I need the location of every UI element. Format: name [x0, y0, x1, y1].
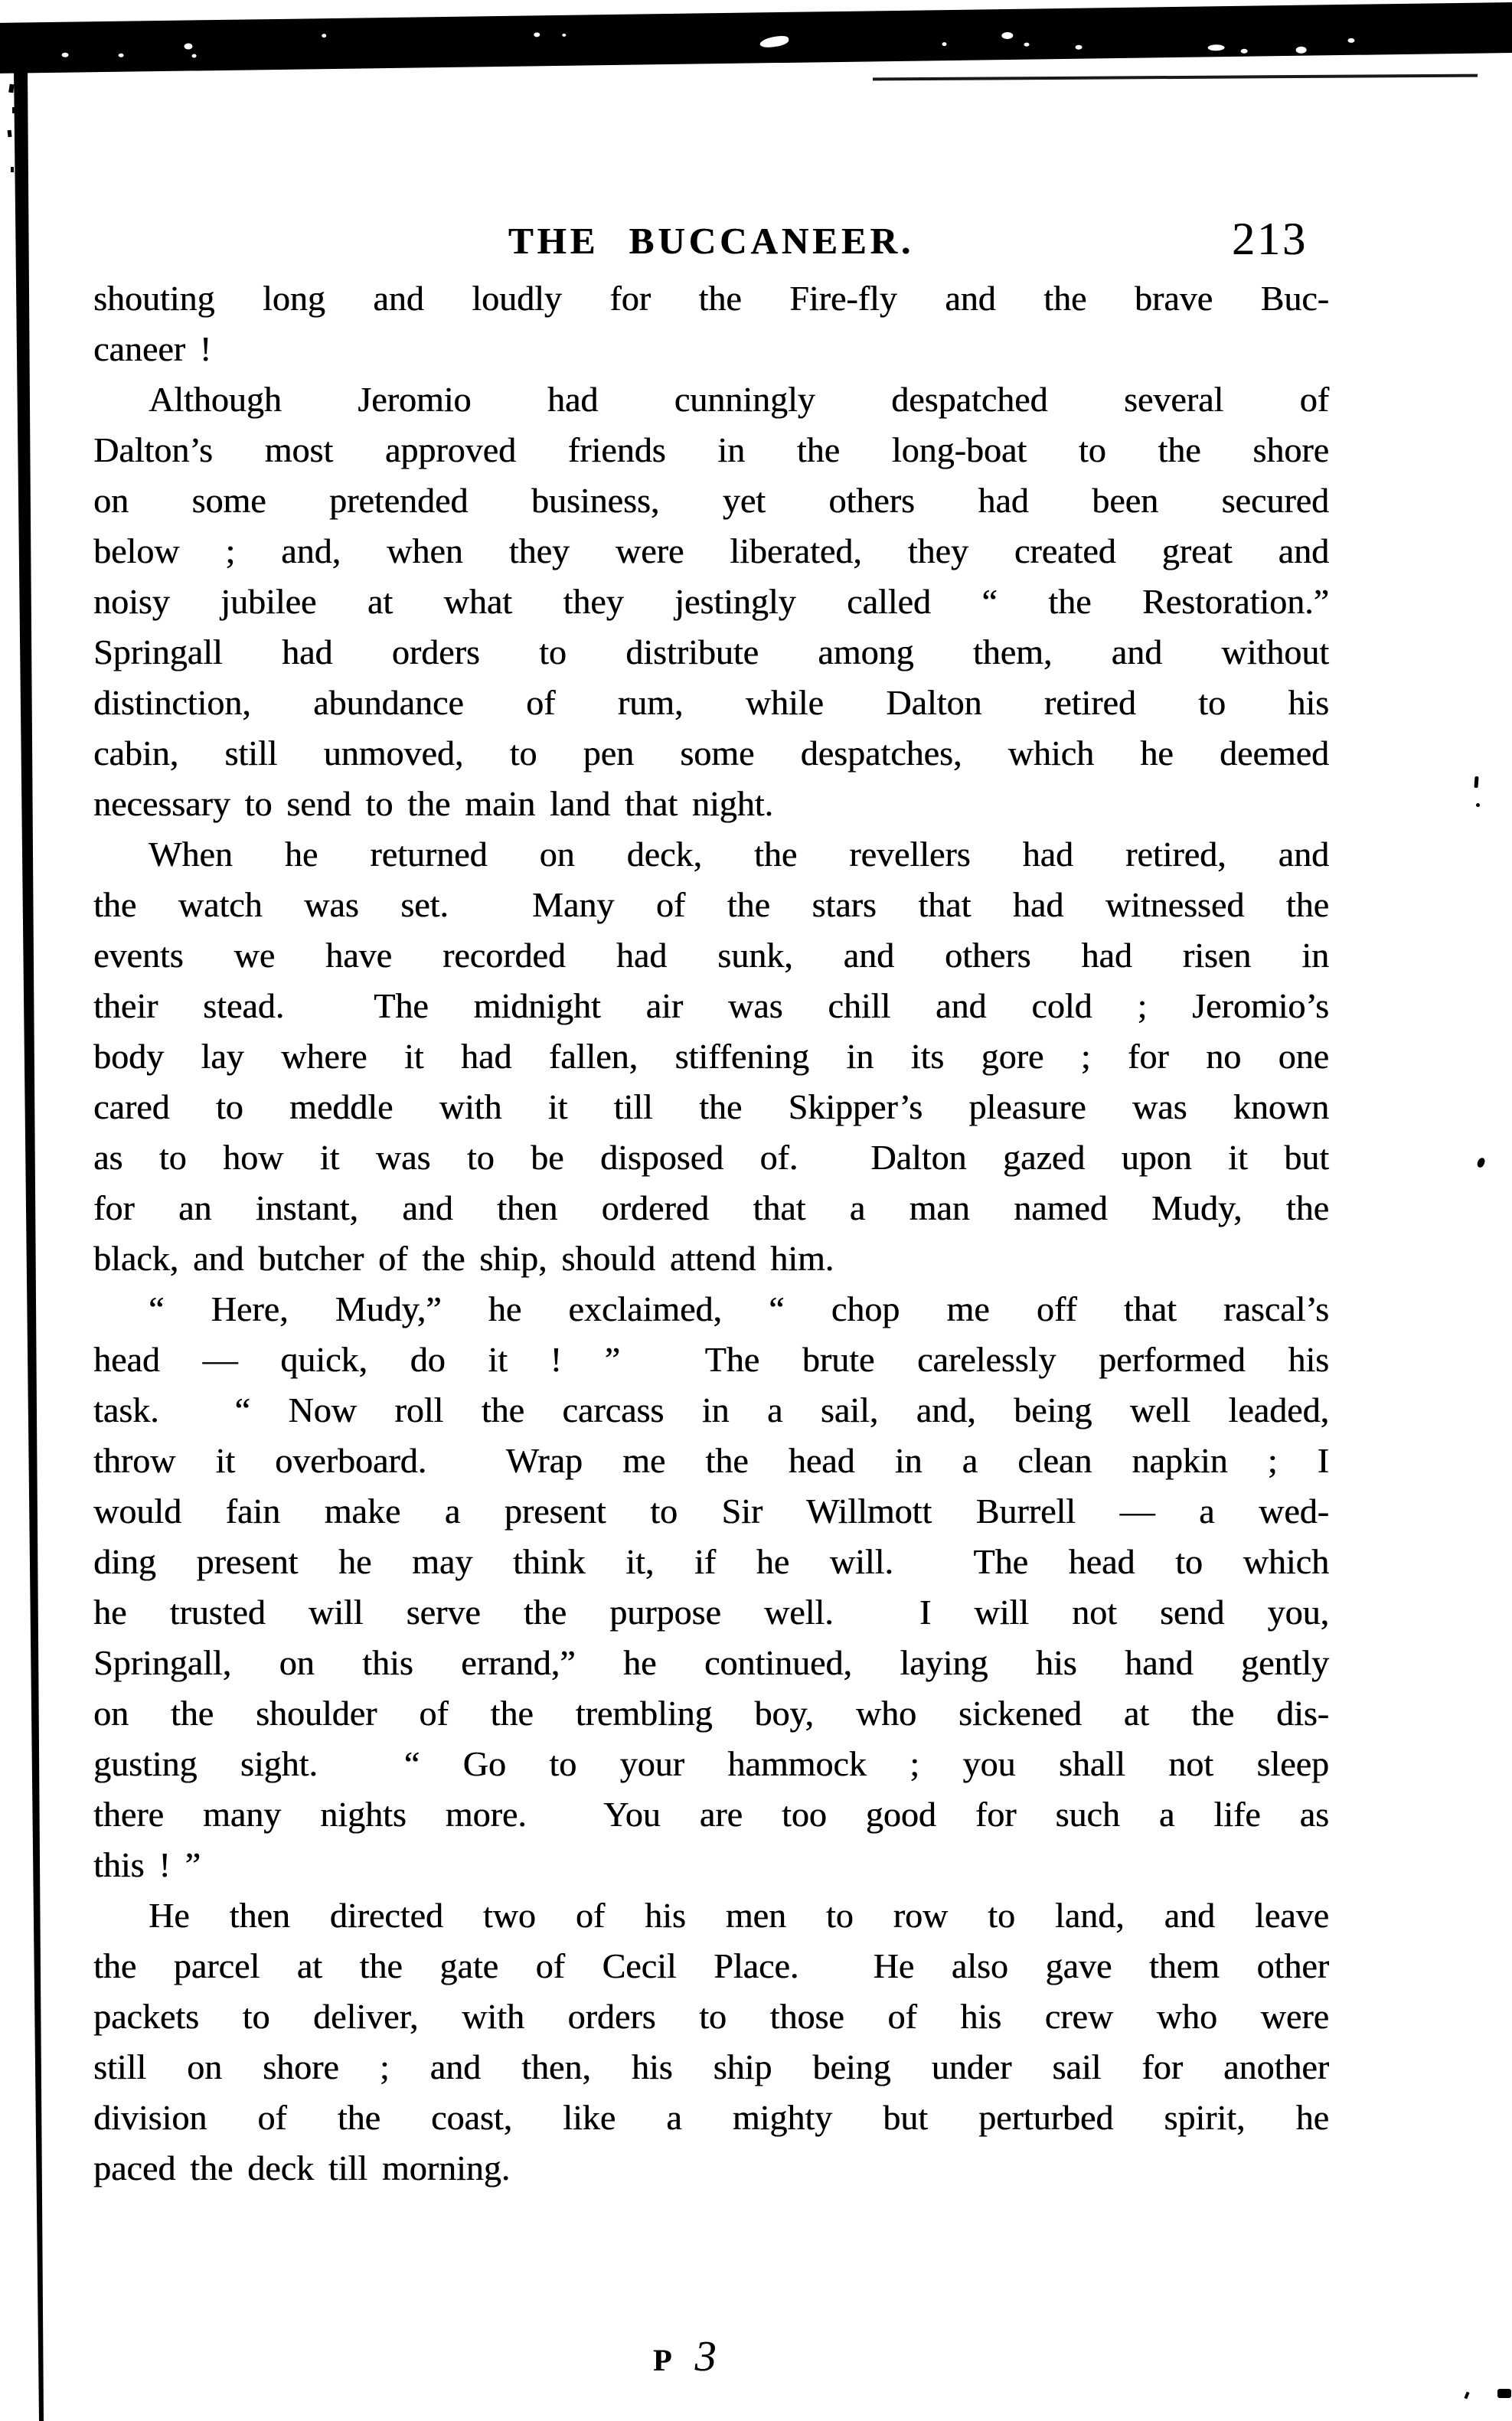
text-line: body lay where it had fallen, stiffening in its gore ; for no one: [93, 1037, 1329, 1076]
text-line: Dalton’s most approved friends in the long-boat to the shore: [93, 430, 1329, 469]
scan-artifact-tick: [1474, 776, 1478, 788]
text-line: would fain make a present to Sir Willmott Burrell — a wed-: [93, 1491, 1329, 1531]
scan-artifact-bottom-tick: [1464, 2392, 1469, 2400]
text-line: on some pretended business, yet others had been secured: [93, 481, 1329, 520]
text-line: packets to deliver, with orders to those of his crew who were: [93, 1997, 1329, 2036]
text-line: cabin, still unmoved, to pen some despatches, which he deemed: [93, 733, 1329, 773]
text-line: Springall, on this errand,” he continued, laying his hand gently: [93, 1643, 1329, 1682]
text-line: throw it overboard. Wrap me the head in a clean napkin ; I: [93, 1441, 1329, 1480]
text-line: gusting sight. “ Go to your hammock ; you shall not sleep: [93, 1744, 1329, 1783]
scan-artifact-comma: [1477, 1157, 1486, 1168]
scan-artifact-streak: [873, 74, 1478, 81]
text-line: still on shore ; and then, his ship being under sail for another: [93, 2047, 1329, 2086]
signature-number: 3: [694, 2333, 717, 2380]
text-line: Springall had orders to distribute among them, and without: [93, 632, 1329, 671]
text-line: black, and butcher of the ship, should attend him.: [93, 1239, 834, 1278]
signature-mark: [653, 2332, 716, 2381]
page-number: 213: [1232, 214, 1308, 264]
text-line: this ! ”: [93, 1845, 201, 1884]
page-text: [93, 273, 1329, 2194]
text-line: their stead. The midnight air was chill and cold ; Jeromio’s: [93, 986, 1329, 1025]
text-line: events we have recorded had sunk, and others had risen in: [93, 936, 1329, 975]
scan-artifact-top-band: [0, 2, 1512, 74]
text-line: division of the coast, like a mighty but perturbed spirit, he: [93, 2098, 1329, 2137]
text-line: task. “ Now roll the carcass in a sail, and, being well leaded,: [93, 1390, 1329, 1429]
text-line: below ; and, when they were liberated, they created great and: [93, 531, 1329, 570]
text-line: on the shoulder of the trembling boy, who sickened at the dis-: [93, 1694, 1329, 1733]
text-line: he trusted will serve the purpose well. I will not send you,: [93, 1593, 1329, 1632]
text-line: the parcel at the gate of Cecil Place. He also gave them other: [93, 1946, 1329, 1985]
page-header: [93, 214, 1329, 273]
text-line: cared to meddle with it till the Skipper’s pleasure was known: [93, 1087, 1329, 1126]
text-line: shouting long and loudly for the Fire-fly and the brave Buc-: [93, 279, 1329, 318]
text-line: for an instant, and then ordered that a man named Mudy, the: [93, 1188, 1329, 1227]
scan-artifact-left-edge: [0, 0, 61, 2421]
text-line: “ Here, Mudy,” he exclaimed, “ chop me off that rascal’s: [149, 1289, 1329, 1328]
scan-artifact-corner-blob: [1497, 2389, 1511, 2398]
text-line: noisy jubilee at what they jestingly called “ the Restoration.”: [93, 582, 1329, 621]
text-line: there many nights more. You are too good for such a life as: [93, 1795, 1329, 1834]
text-line: the watch was set. Many of the stars that had witnessed the: [93, 885, 1329, 924]
text-line: When he returned on deck, the revellers had retired, and: [149, 835, 1329, 874]
running-title: THE BUCCANEER.: [508, 220, 915, 262]
text-line: distinction, abundance of rum, while Dalton retired to his: [93, 683, 1329, 722]
text-line: head — quick, do it ! ” The brute carelessly performed his: [93, 1340, 1329, 1379]
text-line: as to how it was to be disposed of. Dalton gazed upon it but: [93, 1138, 1329, 1177]
text-line: paced the deck till morning.: [93, 2148, 511, 2187]
text-line: ding present he may think it, if he will. The head to which: [93, 1542, 1329, 1581]
text-line: Although Jeromio had cunningly despatched several of: [149, 380, 1329, 419]
text-line: necessary to send to the main land that night.: [93, 784, 773, 823]
text-line: caneer !: [93, 329, 212, 368]
text-line: He then directed two of his men to row to land, and leave: [149, 1896, 1329, 1935]
signature-letter: P: [653, 2343, 674, 2377]
scan-artifact-dot: [1476, 803, 1480, 807]
